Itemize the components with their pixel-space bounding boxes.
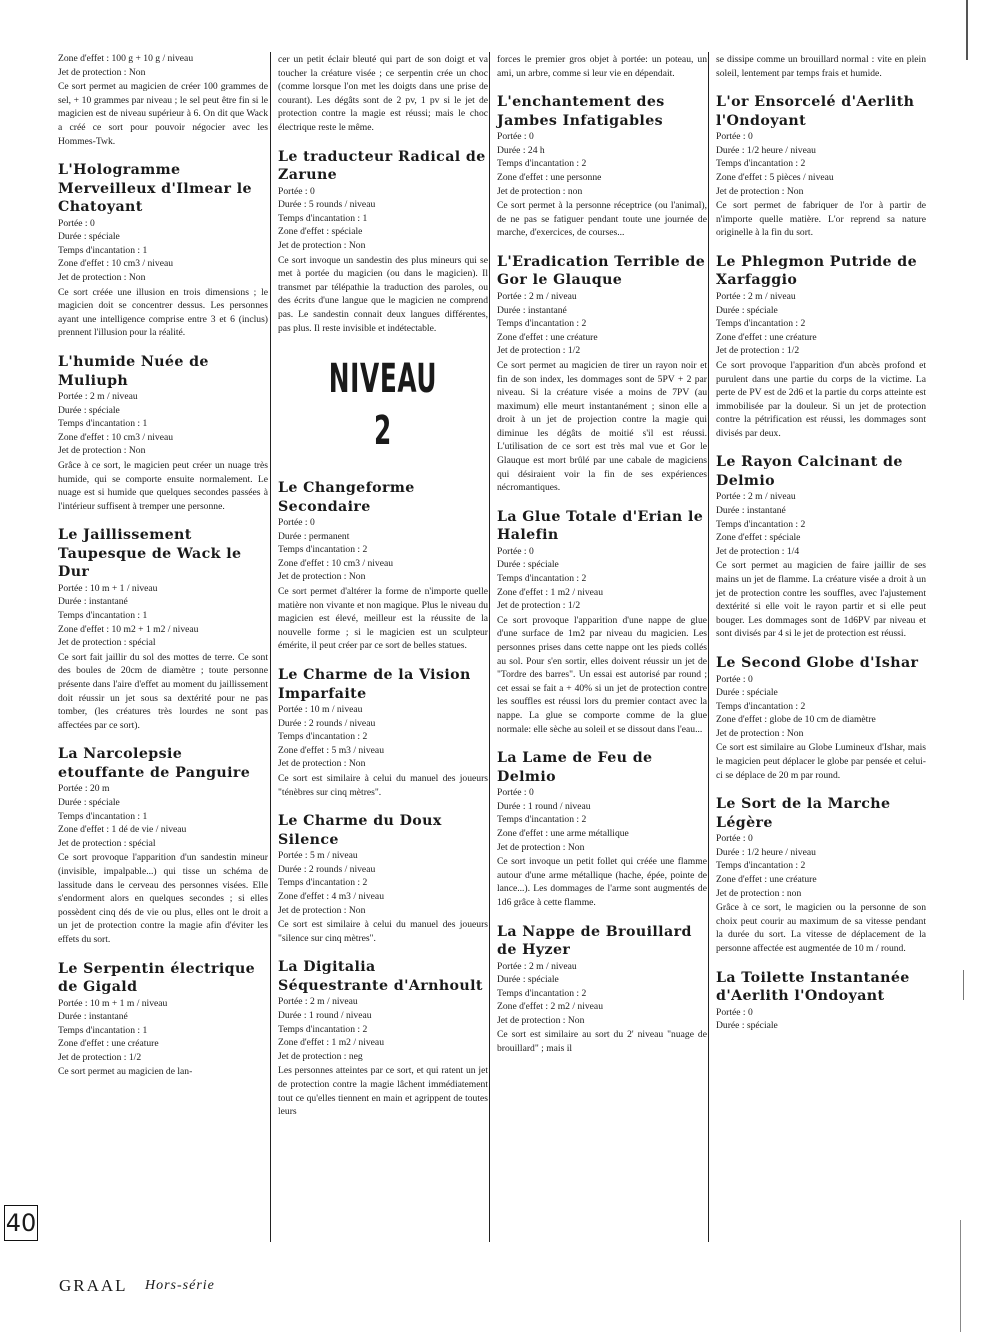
spell-entry — [278, 479, 488, 653]
spell-description: cer un petit éclair bleuté qui part de son doigt et va toucher la créature visée ; ce serpentin crée un choc (comme lorsque l'on met les doigts dans une prise de courant). Les dégâts sont de 2 pv, 1 pv si le jet de protection contre la magie est réussi; mais le choc électrique reste le même. — [278, 54, 488, 133]
margin-mark — [963, 970, 964, 1000]
spell-entry — [716, 53, 926, 80]
spell-entry — [278, 958, 488, 1118]
spell-stat: Zone d'effet : une créature — [58, 1038, 159, 1050]
spell-stat: Portée : 5 m / niveau — [278, 850, 358, 862]
spell-stat: Durée : spéciale — [716, 304, 778, 316]
spell-stat: Jet de protection : 1/2 — [716, 345, 800, 357]
spell-entry — [497, 923, 707, 1056]
spell-entry — [716, 969, 926, 1033]
spell-description: Ce sort permet au magicien de lan- — [58, 1066, 193, 1078]
spell-stat: Temps d'incantation : 2 — [716, 158, 806, 170]
column-divider — [489, 52, 490, 1242]
spell-entry — [58, 960, 268, 1080]
spell-stat: Portée : 10 m / niveau — [278, 704, 363, 716]
spell-entry — [278, 812, 488, 945]
spell-title: Le traducteur Radical de Zarune — [278, 148, 486, 184]
spell-stat: Portée : 0 — [716, 673, 753, 685]
spell-stat: Temps d'incantation : 2 — [278, 877, 368, 889]
spell-stat: Temps d'incantation : 1 — [58, 610, 148, 622]
spell-title: Le Second Globe d'Ishar — [716, 655, 919, 671]
spell-stat: Temps d'incantation : 2 — [497, 814, 587, 826]
spell-stat: Jet de protection : 1/2 — [497, 345, 581, 357]
spell-stat: Portée : 2 m / niveau — [716, 491, 796, 503]
spell-stat: Temps d'incantation : 2 — [716, 700, 806, 712]
spell-title: La Toilette Instantanée d'Aerlith l'Ondoyant — [716, 969, 910, 1005]
spell-stat: Temps d'incantation : 2 — [497, 987, 587, 999]
spell-stat: Temps d'incantation : 2 — [497, 158, 587, 170]
spell-stat: Temps d'incantation : 1 — [58, 244, 148, 256]
spell-description: Ce sort provoque l'apparition d'une nappe de glue d'une surface de 1m2 par niveau du magicien. Les personnes prises dans cette nappe ont les pieds collés au sol. Pour s'en sortir, elles doivent réussir un jet de "Tordre des barres". Un essai est autorisé par round ; cet essai se fait a + 40% si un jet de protection contre les souffles est réussi lors du premier contact avec la nappe. La glue se comporte comme de la glue normale: elle sèche au soleil et se dissout dans l'eau... — [497, 614, 707, 735]
spell-stat: Portée : 0 — [497, 545, 534, 557]
spell-description: Ce sort est similaire au sort du 2' niveau "nuage de brouillard" ; mais il — [497, 1029, 707, 1055]
spell-description: Ce sort fait jaillir du sol des mottes de terre. Ce sont des boules de 20cm de diamètre ; toute personne présente dans l'aire d'effet au moment du jaillissement doit réussir un jet sous sa dextérité pour ne pas tomber, (les créatures très lourdes ne sont pas affectées par ce sort). — [58, 651, 268, 731]
spell-description: Les personnes atteintes par ce sort, et qui ratent un jet de protection contre la magie lâchent immédiatement tout ce qu'elles tiennent en main et agrippent de toutes leurs — [278, 1065, 488, 1118]
spell-title: Le Phlegmon Putride de Xarfaggio — [716, 253, 918, 289]
spell-stat: Portée : 0 — [716, 1006, 753, 1018]
spell-description: Ce sort est similaire à celui du manuel des joueurs "silence sur cinq mètres". — [278, 919, 488, 944]
spell-stat: Portée : 2 m / niveau — [716, 290, 796, 302]
spell-description: Ce sort est similaire au Globe Lumineux d'Ishar, mais le magicien peut déplacer le globe par pensée et celui-ci se déplace de 20 m par round. — [716, 742, 926, 781]
spell-entry — [716, 654, 926, 782]
spell-stat: Durée : 1 round / niveau — [278, 1009, 372, 1021]
spell-stat: Zone d'effet : 10 m2 + 1 m2 / niveau — [58, 623, 199, 635]
spell-description: Grâce à ce sort, le magicien ou la personne de son choix peut courir au maximum de sa vitesse pendant la durée du sort. La vitesse de déplacement de la personne affectée est augmentée de 10 m / round. — [716, 902, 926, 954]
spell-title: L'humide Nuée de Muliuph — [58, 354, 209, 389]
spell-stat: Durée : instantané — [58, 596, 128, 608]
spell-description: Ce sort invoque un petit follet qui créée une flamme autour d'une arme métallique (hache, épée, pointe de lance...). Les dommages de l'arme sont augmentés de 1d6 grâce à cette flamme. — [497, 856, 707, 908]
text-column-3 — [497, 52, 707, 1069]
spell-description: Ce sort permet de fabriquer de l'or à partir de n'importe quelle matière. L'or reprend sa nature originelle à la fin du sort. — [716, 200, 926, 239]
spell-title: Le Charme du Doux Silence — [278, 813, 442, 848]
text-column-4 — [716, 52, 926, 1046]
spell-title: Le Changeforme Secondaire — [278, 480, 415, 515]
spell-stat: Durée : spéciale — [716, 687, 778, 699]
spell-stat: Portée : 0 — [497, 131, 534, 143]
text-column-2 — [278, 52, 488, 1132]
spell-title: Le Rayon Calcinant de Delmio — [716, 454, 903, 489]
spell-stat: Durée : spéciale — [497, 974, 559, 986]
magazine-title: GRAAL — [59, 1276, 128, 1295]
spell-stat: Temps d'incantation : 2 — [278, 1023, 368, 1035]
spell-stat: Zone d'effet : 5 m3 / niveau — [278, 744, 384, 756]
level-heading: NIVEAU 2 — [328, 356, 438, 455]
spell-stat: Zone d'effet : 10 cm3 / niveau — [278, 557, 394, 569]
spell-stat: Temps d'incantation : 1 — [58, 418, 148, 430]
spell-stat: Zone d'effet : spéciale — [278, 226, 363, 238]
spell-description: Ce sort permet d'altérer la forme de n'importe quelle matière non vivante et non magique. Plus le niveau du magicien est élevé, meilleur est la réussite de la nouvelle forme ; si le magicien est un sculpteur émérite, il peut créer par ce sort de belles statues. — [278, 586, 488, 652]
spell-stat: Zone d'effet : une arme métallique — [497, 827, 629, 839]
spell-stat: Jet de protection : 1/2 — [58, 1051, 142, 1063]
spell-stat: Temps d'incantation : 2 — [497, 318, 587, 330]
spell-description: Ce sort provoque l'apparition d'un sandestin mineur (invisible, impalpable...) qui tisse un schéma de lassitude dans le cerveau des personnes visées. Elle s'endorment alors en quelques secondes ; si elles possèdent cinq dés de vie ou plus, elles ont le droit a un jet de protection contre la magie afin d'éviter les effets du sort. — [58, 852, 268, 945]
spell-entry — [278, 666, 488, 799]
spell-stat: Durée : permanent — [278, 530, 350, 542]
spell-stat: Temps d'incantation : 2 — [716, 860, 806, 872]
spell-stat: Portée : 2 m / niveau — [58, 391, 138, 402]
spell-title: La Lame de Feu de Delmio — [497, 750, 653, 785]
spell-stat: Portée : 0 — [278, 517, 315, 529]
spell-stat: Jet de protection : 1/4 — [716, 545, 800, 557]
spell-stat: Durée : spéciale — [716, 1020, 778, 1032]
spell-stat: Portée : 0 — [716, 833, 753, 845]
spell-description: Ce sort provoque l'apparition d'un abcès profond et purulent dans une partie du corps de la victime. La perte de PV est de 2d6 et la partie du corps atteinte est immobilisée par la douleur. Si un jet de protection contre la pétrification est réussi, les dommages sont divisés par deux. — [716, 359, 926, 439]
spell-entry — [58, 526, 268, 732]
spell-stat: Temps d'incantation : 2 — [497, 573, 587, 585]
spell-description: se dissipe comme un brouillard normal : vite en plein soleil, lentement par temps frais et humide. — [716, 54, 926, 79]
spell-stat: Durée : spéciale — [58, 404, 120, 416]
spell-stat: Portée : 0 — [497, 787, 534, 799]
spell-entry — [497, 253, 707, 495]
spell-stat: Zone d'effet : 4 m3 / niveau — [278, 890, 384, 902]
text-column-1 — [58, 52, 268, 1092]
spell-stat: Jet de protection : Non — [278, 904, 366, 916]
spell-entry — [716, 453, 926, 641]
spell-description: Ce sort permet au magicien de créer 100 grammes de sel, + 10 grammes par niveau ; le sel peut être fin si le magicien est de niveau supérieur à 6. On dit que Wack a créé ce sort pour pouvoir négocier avec les Hommes-Twk. — [58, 81, 268, 147]
spell-stat: Zone d'effet : 100 g + 10 g / niveau — [58, 53, 194, 64]
spell-stat: Zone d'effet : globe de 10 cm de diamètre — [716, 714, 876, 726]
spell-stat: Durée : instantané — [58, 1011, 128, 1023]
spell-stat: Zone d'effet : une créature — [716, 331, 817, 343]
spell-stat: Temps d'incantation : 2 — [716, 318, 806, 330]
spell-stat: Jet de protection : Non — [278, 758, 366, 770]
spell-stat: Jet de protection : Non — [497, 1014, 585, 1026]
spell-stat: Durée : instantané — [716, 505, 786, 517]
spell-stat: Zone d'effet : 2 m2 / niveau — [497, 1001, 603, 1013]
spell-stat: Jet de protection : non — [716, 887, 802, 899]
spell-stat: Portée : 2 m / niveau — [497, 290, 577, 302]
spell-stat: Portée : 2 m / niveau — [278, 996, 358, 1008]
spell-title: La Narcolepsie etouffante de Panguire — [58, 746, 251, 781]
spell-entry — [716, 253, 926, 441]
spell-entry — [716, 93, 926, 240]
spell-stat: Jet de protection : non — [497, 185, 583, 197]
spell-stat: Zone d'effet : 10 cm3 / niveau — [58, 431, 174, 443]
spell-stat: Zone d'effet : une créature — [716, 874, 817, 886]
spell-title: La Glue Totale d'Erian le Halefin — [497, 508, 704, 544]
spell-stat: Jet de protection : Non — [58, 272, 146, 284]
spell-description: Ce sort permet au magicien de tirer un rayon noir et fin de son index, les dommages sont de 5PV + 2 par niveau. Si la créature visée a moins de 7PV (au maximum) elle meurt instantanément ; sinon elle a droit à un jet de projection contre la magie qui diminue les dégâts de moitié s'il est réussi. L'utilisation de ce sort est très mal vue et Gor le Glauque est mort brûlé par une cabale de magiciens qui désiraient voir la fin de ses expériences nécromantiques. — [497, 359, 707, 494]
spell-stat: Portée : 20 m — [58, 783, 110, 795]
spell-stat: Jet de protection : Non — [58, 66, 146, 78]
spell-title: Le Serpentin électrique de Gigald — [58, 960, 256, 995]
spell-title: Le Sort de la Marche Légère — [716, 796, 891, 831]
column-divider — [270, 52, 271, 1242]
spell-stat: Portée : 0 — [278, 185, 315, 197]
spell-stat: Zone d'effet : une créature — [497, 331, 598, 343]
spell-stat: Durée : spéciale — [58, 231, 120, 243]
spell-stat: Zone d'effet : 5 pièces / niveau — [716, 171, 834, 183]
spell-entry — [58, 745, 268, 946]
spell-entry — [497, 749, 707, 909]
spell-stat: Jet de protection : Non — [716, 185, 804, 197]
spell-title: Le Jaillissement Taupesque de Wack le Dur — [58, 527, 242, 581]
spell-stat: Portée : 0 — [716, 131, 753, 143]
spell-stat: Zone d'effet : 1 dé de vie / niveau — [58, 824, 187, 836]
spell-stat: Jet de protection : Non — [278, 571, 366, 583]
spell-description: Grâce à ce sort, le magicien peut créer un nuage très humide, qui se comporte ensuite normalement. Le nuage est si humide que quelques secondes passées à l'intérieur suffisent à tremper une personne. — [58, 459, 268, 512]
spell-stat: Durée : 24 h — [497, 144, 545, 156]
spell-description: Ce sort est similaire à celui du manuel des joueurs "ténèbres sur cinq mètres". — [278, 773, 488, 798]
spell-title: L'Eradication Terrible de Gor le Glauque — [497, 253, 706, 289]
spell-title: La Digitalia Séquestrante d'Arnhoult — [278, 959, 483, 994]
margin-mark — [960, 1220, 961, 1332]
spell-entry — [716, 795, 926, 955]
margin-mark — [966, 0, 968, 60]
spell-stat: Jet de protection : neg — [278, 1050, 363, 1062]
spell-title: L'or Ensorcelé d'Aerlith l'Ondoyant — [716, 94, 915, 129]
spell-entry — [58, 161, 268, 340]
spell-stat: Durée : spéciale — [497, 559, 559, 571]
spell-entry — [58, 353, 268, 513]
spell-stat: Durée : 1 round / niveau — [497, 800, 591, 812]
spell-entry — [278, 53, 488, 135]
spell-stat: Durée : 5 rounds / niveau — [278, 199, 376, 211]
spell-stat: Zone d'effet : 10 cm3 / niveau — [58, 258, 174, 270]
spell-stat: Durée : 2 rounds / niveau — [278, 863, 376, 875]
column-divider — [708, 52, 709, 1242]
spell-stat: Zone d'effet : 1 m2 / niveau — [497, 586, 603, 598]
spell-description: forces le premier gros objet à portée: un poteau, un ami, un arbre, comme si leur vie en dépendait. — [497, 54, 707, 79]
spell-stat: Jet de protection : Non — [58, 445, 146, 457]
spell-entry — [58, 52, 268, 148]
spell-title: L'Hologramme Merveilleux d'Ilmear le Chatoyant — [58, 162, 252, 216]
page-number: 40 — [4, 1205, 38, 1241]
spell-stat: Durée : spéciale — [58, 796, 120, 808]
spell-description: Ce sort créée une illusion en trois dimensions ; le magicien doit se concentrer dessus. Les personnes ayant une intelligence comprise entre 3 et 6 (inclus) prennent l'illusion pour la réalité. — [58, 286, 268, 339]
spell-description: Ce sort permet à la personne réceptrice (ou l'animal), de ne pas se fatiguer pendant toute une journée de marche, d'exercices, de courses... — [497, 200, 707, 239]
spell-stat: Portée : 2 m / niveau — [497, 960, 577, 972]
spell-stat: Durée : 1/2 heure / niveau — [716, 144, 816, 156]
spell-title: Le Charme de la Vision Imparfaite — [278, 667, 471, 702]
spell-description: Ce sort permet au magicien de faire jaillir de ses mains un jet de flamme. La créature visée a droit à un jet de protection contre les souffles, avec l'ajustement dextérité si elle voit le rayon partir et si elle peut bouger. Les dommages sont de 1d6PV par niveau et sont divisés par 4 si le jet de protection est réussi. — [716, 560, 926, 640]
spell-entry — [497, 53, 707, 80]
spell-entry — [497, 508, 707, 736]
spell-stat: Temps d'incantation : 1 — [278, 212, 368, 224]
spell-title: La Nappe de Brouillard de Hyzer — [497, 923, 692, 958]
spell-stat: Portée : 0 — [58, 217, 95, 229]
spell-stat: Zone d'effet : 1 m2 / niveau — [278, 1037, 384, 1049]
spell-stat: Temps d'incantation : 1 — [58, 810, 148, 822]
spell-stat: Durée : instantané — [497, 304, 567, 316]
spell-stat: Jet de protection : spécial — [58, 837, 156, 849]
spell-stat: Jet de protection : 1/2 — [497, 600, 581, 612]
spell-stat: Portée : 10 m + 1 m / niveau — [58, 997, 168, 1009]
spell-stat: Zone d'effet : une personne — [497, 171, 602, 183]
spell-stat: Temps d'incantation : 2 — [716, 518, 806, 530]
spell-stat: Temps d'incantation : 2 — [278, 544, 368, 556]
spell-entry — [278, 353, 488, 457]
spell-stat: Temps d'incantation : 2 — [278, 731, 368, 743]
spell-stat: Jet de protection : Non — [497, 841, 585, 853]
spell-stat: Jet de protection : Non — [278, 239, 366, 251]
spell-stat: Portée : 10 m + 1 / niveau — [58, 582, 158, 594]
spell-entry — [497, 93, 707, 240]
spell-stat: Jet de protection : spécial — [58, 637, 156, 649]
spell-stat: Durée : 1/2 heure / niveau — [716, 846, 816, 858]
spell-stat: Temps d'incantation : 1 — [58, 1024, 148, 1036]
spell-stat: Zone d'effet : spéciale — [716, 532, 801, 544]
spell-title: L'enchantement des Jambes Infatigables — [497, 94, 665, 129]
spell-stat: Jet de protection : Non — [716, 727, 804, 739]
spell-stat: Durée : 2 rounds / niveau — [278, 717, 376, 729]
spell-entry — [278, 148, 488, 336]
spell-description: Ce sort invoque un sandestin des plus mineurs qui se met à portée du magicien (ou dans le magicien). Il transmet par télépathie la traduction des paroles, ou des écrits d'une langue que le magicien ne comprend pas. Le sandestin connait deux langues différentes, pas plus. Il reste invisible et indétectable. — [278, 254, 488, 334]
magazine-subtitle: Hors-série — [145, 1278, 215, 1293]
